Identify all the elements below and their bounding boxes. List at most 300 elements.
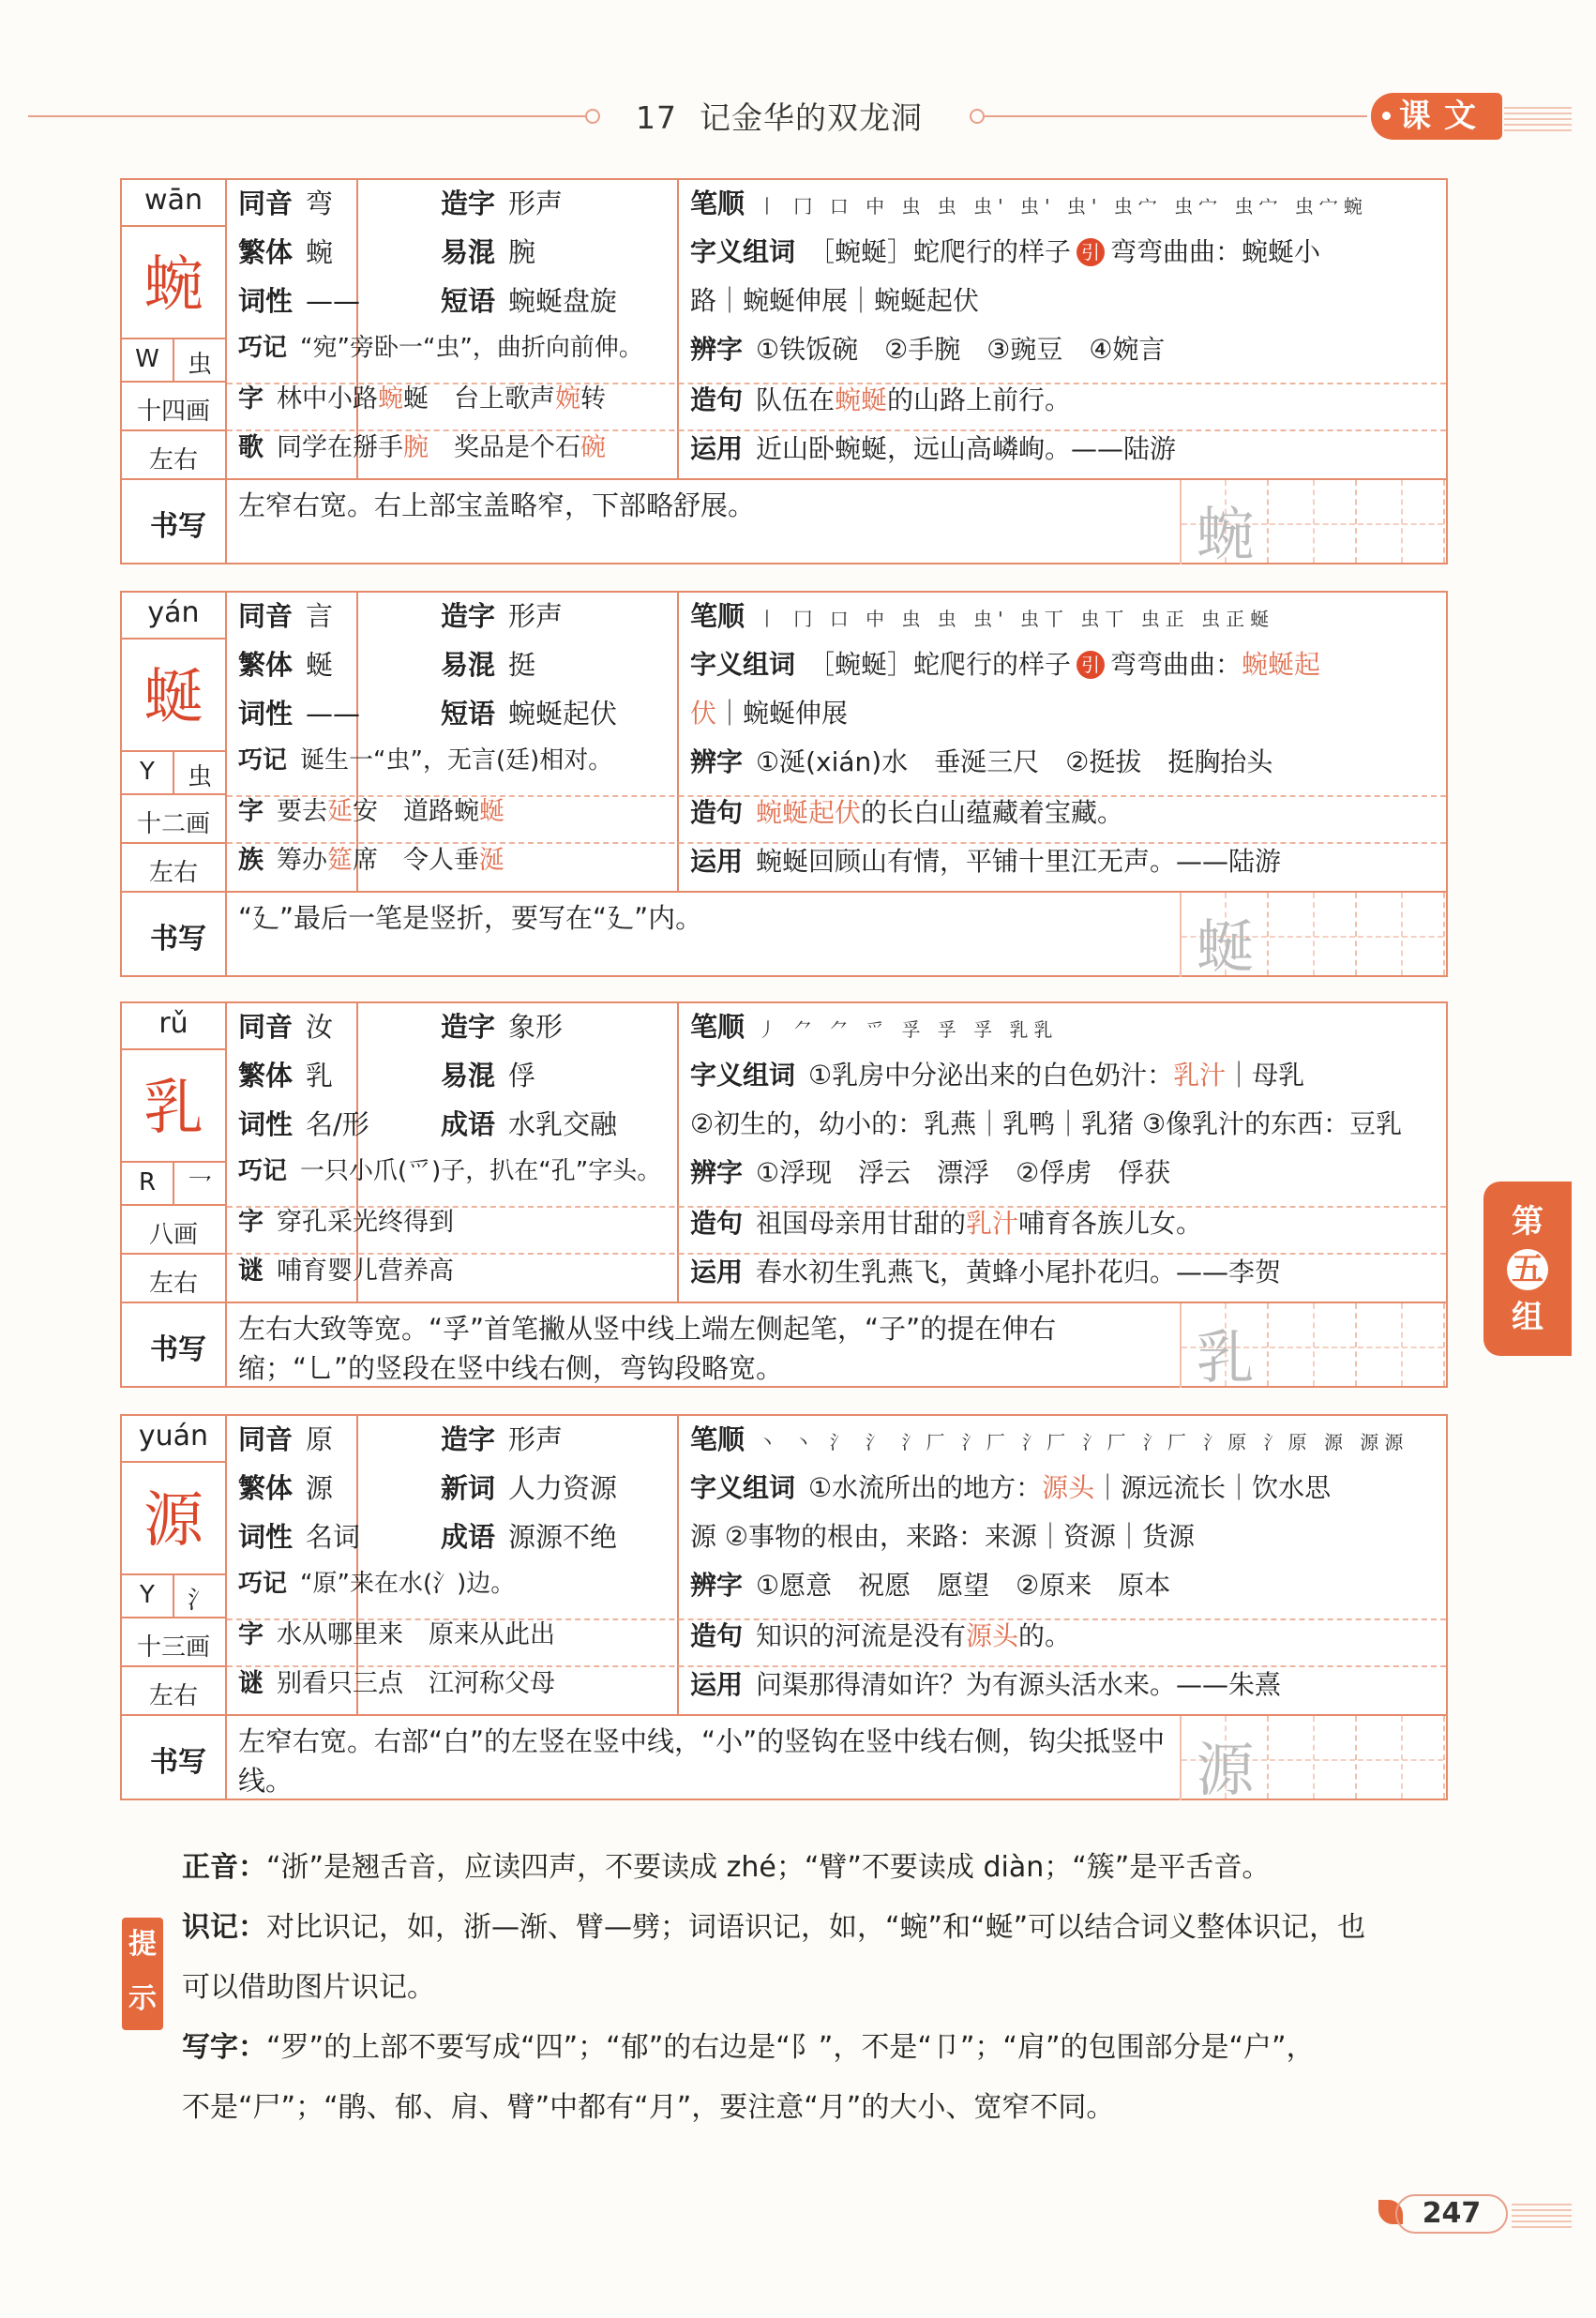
tip-writing-cont: 不是“尸”；“鹃、郁、肩、臂”中都有“月”，要注意“月”的大小、宽窄不同。 [182,2091,1115,2124]
structure: 左右 [148,1270,198,1298]
tongyin-cell [238,1423,333,1456]
dashed-row-2 [227,1253,1446,1255]
row-line-radical [122,381,225,383]
rhyme-1-hl: 蜿 [378,384,403,414]
phrase-value: 蜿蜒盘旋 [508,285,618,317]
zuci-line-1 [690,236,1320,268]
rhyme-1-hl2: 蜒 [479,797,504,826]
label-cixing: 词性 [238,1521,294,1553]
zuci-2-hl: 蜿蜒起 [1242,649,1321,680]
stroke-order: 丨 冂 口 中 虫 虫 虫' 虫丅 虫丅 虫正 虫正 [758,608,1251,630]
cixing-cell [238,1108,369,1141]
stroke-order-final: 乳 [1033,1018,1059,1041]
zaoju-a: 知识的河流是没有 [756,1620,967,1651]
quote-icon: 引 [1077,651,1105,679]
rhyme-2-hl2: 涎 [479,846,504,875]
col-divider-1 [225,593,227,977]
char-entry-2 [120,591,1448,981]
zuci-line-2 [690,1521,1195,1553]
row-line-pinyin [122,1461,225,1463]
bianzi-cell [690,1157,1170,1189]
unit-tab-number: 五 [1507,1249,1548,1290]
zaoju-hl: 乳汁 [966,1208,1019,1239]
label-zaoju: 造句 [690,797,744,828]
row-line-strokes [122,842,225,844]
structure: 左右 [148,1682,198,1710]
tips-badge-char-1: 提 [128,1928,157,1961]
unit-tab-top: 第 [1512,1203,1543,1241]
rhyme-1d: 转 [580,384,606,414]
tip-label-writing: 写字： [182,2031,266,2064]
yunyong-value: 近山卧蜿蜒，远山高嶙峋。——陆游 [756,433,1177,464]
zuci-line-1 [690,649,1320,681]
char-entry-4 [120,1414,1448,1804]
label-bianzi: 辨字 [690,334,744,365]
col-divider-3 [677,180,679,478]
label-bishun: 笔顺 [690,188,745,219]
shuxie-text: 左右大致等宽。“孚”首笔撇从竖中线上端左侧起笔，“子”的提在伸右缩；“乚”的竖段在竖中线右侧，弯钩段略宽。 [238,1313,1057,1385]
col-divider-1 [225,1003,227,1388]
tongyin-value: 原 [306,1423,334,1455]
index-letter: R [138,1168,157,1197]
zaoju-cell [690,1208,1202,1240]
spacer [429,433,454,462]
stroke-order: 丨 冂 口 中 虫 虫 虫' 虫' 虫' 虫宀 虫宀 虫宀 虫宀 [758,195,1344,218]
radical: 氵 [187,1587,212,1615]
label-yunyong: 运用 [690,1257,744,1287]
shuxie-label: 书写 [150,1746,206,1779]
label-zuci: 字义组词 [690,1060,796,1091]
grid-guide-v [1401,480,1403,563]
phrase-value: 源源不绝 [508,1521,618,1553]
row-line-strokes [122,1665,225,1667]
unit-tab-bottom: 组 [1512,1299,1543,1336]
label-zuci: 字义组词 [690,649,796,680]
phrase-cell [441,1108,617,1141]
label-zaoju: 造句 [690,1620,744,1651]
yihun-value: 挺 [508,649,536,681]
col-divider-3 [677,1003,679,1302]
tongyin-cell [238,188,333,220]
grid-square [1270,893,1357,975]
cixing-cell [238,698,360,730]
bianzi-cell [690,334,1165,366]
col-divider-1 [225,180,227,564]
zaozi-cell [441,600,563,633]
bishun-cell [690,1423,1408,1456]
tongyin-value: 言 [306,600,334,632]
zaoju-b: 的长白山蕴藏着宝藏。 [861,797,1124,828]
label-cixing: 词性 [238,285,294,317]
yihun-value: 腕 [508,236,536,268]
rhyme-2-hl2: 碗 [580,433,606,462]
label-cixing: 词性 [238,698,294,730]
footer-hatch-decoration [1512,2200,1572,2228]
stroke-order-final: 蜒 [1250,608,1275,630]
rhyme-1a: 林中小路 [277,384,378,414]
zaoju-hl: 源头 [966,1620,1019,1651]
page-header [0,84,1596,150]
bianzi-value: ①铁饭碗 ②手腕 ③豌豆 ④婉言 [756,334,1166,365]
rhyme-1b: 蜒 [403,384,429,414]
tip-memory [182,1911,1365,1945]
label-bishun: 笔顺 [690,600,745,632]
xinci-value: 人力资源 [508,1472,618,1504]
zaozi-cell [441,1423,563,1456]
label-bishun: 笔顺 [690,1011,745,1043]
label-fanti: 繁体 [238,649,294,681]
header-dot-left [585,109,600,124]
rhyme-text-1: 水从哪里来 原来从此出 [277,1620,555,1649]
yunyong-value: 春水初生乳燕飞，黄蜂小尾扑花归。——李贺 [756,1257,1282,1287]
writing-grid [1180,1716,1446,1804]
header-rule-right [983,115,1367,117]
zuci-1: ［蜿蜒］蛇爬行的样子 [808,236,1072,267]
grid-square [1358,893,1445,975]
row-line-strokes [122,1253,225,1255]
qiaoji-value: “宛”旁卧一“虫”，曲折向前伸。 [300,334,643,362]
pinyin: yán [147,596,200,629]
label-fanti: 繁体 [238,1060,294,1091]
zuci-line2: ｜蜿蜒伸展 [716,698,849,729]
yunyong-cell [690,1257,1281,1288]
dashed-row-2 [227,842,1446,844]
zuci-1a: ①乳房中分泌出来的白色奶汁： [808,1060,1174,1091]
tongyin-cell [238,1011,333,1044]
rhyme-1c: 台上歌声 [454,384,555,414]
zaoju-b: 的山路上前行。 [887,384,1072,415]
zuci-2: 弯弯曲曲： [1110,649,1242,680]
stroke-count: 十四画 [136,398,210,426]
rhyme-2-hl: 筵 [327,846,353,875]
zuci-1b: ｜母乳 [1226,1060,1305,1091]
zuci-1a: ①水流所出的地方： [808,1472,1043,1503]
label-tongyin: 同音 [238,1423,294,1455]
label-mi: 谜 [238,1669,263,1698]
yunyong-value: 问渠那得清如许？为有源头活水来。——朱熹 [756,1669,1282,1700]
yihun-cell [441,236,535,269]
label-qiaoji: 巧记 [238,1157,288,1185]
lesson-name: 记金华的双龙洞 [700,99,923,136]
spacer [378,797,403,826]
row-line-radical [122,793,225,795]
label-zuci: 字义组词 [690,236,796,267]
cixing-value: —— [306,285,361,317]
rhyme-line-1 [238,1620,555,1650]
label-chengyu: 成语 [441,1521,496,1553]
label-zuci: 字义组词 [690,1472,796,1503]
shuxie-label: 书写 [150,510,206,543]
grid-sample-char: 源 [1196,1736,1255,1804]
label-yunyong: 运用 [690,1669,744,1700]
grid-square [1270,480,1357,563]
rhyme-line-2 [238,1669,555,1699]
zaoju-b: 的。 [1018,1620,1072,1651]
label-qiaoji: 巧记 [238,746,288,775]
rhyme-2-hl: 腕 [403,433,429,462]
label-zu: 族 [238,846,263,875]
cixing-cell [238,285,360,318]
col-divider-1 [225,1416,227,1800]
zaozi-value: 形声 [508,600,564,632]
cixing-cell [238,1521,360,1554]
grid-sample-char: 蜿 [1196,500,1255,568]
grid-square [1358,1303,1445,1386]
main-character: 源 [143,1486,203,1556]
label-zaozi: 造字 [441,600,496,632]
tip-text-writing: “罗”的上部不要写成“四”；“郁”的右边是“阝”，不是“卩”；“肩”的包围部分是“户”， [266,2031,1315,2064]
qiaoji-cell [238,334,643,363]
tongyin-value: 汝 [306,1011,334,1043]
lesson-number: 17 [636,99,677,136]
bianzi-value: ①浮现 浮云 漂浮 ②俘虏 俘获 [756,1157,1171,1188]
rhyme-1c: 道路蜿 [403,797,479,826]
bishun-cell [690,188,1368,220]
label-fanti: 繁体 [238,236,294,268]
rhyme-2c: 令人垂 [403,846,479,875]
grid-guide-v [1313,893,1315,975]
zaoju-cell [690,384,1071,416]
label-zaozi: 造字 [441,188,496,219]
fanti-value: 蜿 [306,236,334,268]
fanti-value: 乳 [306,1060,334,1091]
stroke-count: 十二画 [136,810,210,838]
fanti-value: 源 [306,1472,334,1504]
zuci-line2: 路｜蜿蜒伸展｜蜿蜒起伏 [690,285,980,316]
qiaoji-value: 一只小爪(爫)子，扒在“孔”字头。 [300,1157,662,1185]
zaozi-cell [441,1011,563,1044]
stroke-order-final: 源 [1384,1431,1409,1453]
phrase-cell [441,285,617,318]
writing-grid [1180,893,1446,981]
cixing-value: 名/形 [306,1108,369,1140]
zaoju-cell [690,797,1123,829]
cixing-value: —— [306,698,361,730]
radical: 虫 [187,351,212,379]
label-yunyong: 运用 [690,433,744,464]
label-chengyu: 成语 [441,1108,496,1140]
pinyin: rǔ [158,1007,188,1040]
yunyong-cell [690,846,1281,878]
lesson-title [636,94,923,138]
zuci-line-1 [690,1060,1304,1091]
fanti-cell [238,236,333,269]
label-zi: 字 [238,1620,263,1649]
rhyme-line-2 [238,433,606,463]
radical: 虫 [187,763,212,791]
shuxie-text: 左窄右宽。右部“白”的左竖在竖中线，“小”的竖钩在竖中线右侧，钩尖抵竖中线。 [238,1725,1166,1798]
grid-guide-v [1313,1716,1315,1799]
dashed-row-2 [227,429,1446,431]
qiaoji-cell [238,746,612,775]
rhyme-text-1: 穿孔采光终得到 [277,1208,454,1237]
main-character: 蜒 [143,663,203,732]
stroke-count: 八画 [148,1221,198,1249]
qiaoji-value: “原”来在水(氵)边。 [300,1570,516,1598]
bianzi-value: ①涎(xián)水 垂涎三尺 ②挺拔 挺胸抬头 [756,746,1273,777]
phrase-value: 蜿蜒起伏 [508,698,618,730]
grid-guide-v [1313,1303,1315,1386]
index-letter: Y [140,758,155,786]
fanti-cell [238,1472,333,1505]
zuci-line-2 [690,1108,1402,1140]
yihun-value: 俘 [508,1060,536,1091]
label-zi: 字 [238,797,263,826]
grid-square [1270,1303,1357,1386]
bianzi-cell [690,1570,1170,1602]
zuci-line2-hl: 伏 [690,698,717,729]
grid-sample-char: 蜒 [1196,912,1255,981]
rhyme-2a: 同学在掰手 [277,433,403,462]
grid-guide-v [1401,893,1403,975]
phrase-value: 水乳交融 [508,1108,618,1140]
char-entry-3 [120,1001,1448,1392]
main-character: 蜿 [143,250,203,320]
qiaoji-cell [238,1570,515,1599]
cixing-value: 名词 [306,1521,361,1553]
stroke-order: 丿 ⺈ ⺈ 爫 孚 孚 孚 乳 [758,1018,1034,1041]
structure: 左右 [148,446,198,474]
col-divider-3 [677,593,679,891]
row-line-radical [122,1204,225,1206]
row-line-strokes [122,429,225,431]
label-tongyin: 同音 [238,1011,294,1043]
quote-icon: 引 [1077,238,1105,266]
bianzi-cell [690,746,1272,778]
zaoju-b: 哺育各族儿女。 [1018,1208,1203,1239]
label-yihun: 易混 [441,236,496,268]
rhyme-1-hl2: 婉 [555,384,580,414]
tips-badge-char-2: 示 [128,1982,157,2015]
label-tongyin: 同音 [238,600,294,632]
phrase-cell [441,1521,617,1554]
rhyme-2b: 席 [353,846,378,875]
rhyme-line-1 [238,384,606,414]
char-entry-1 [120,178,1448,568]
rhyme-1b: 安 [353,797,378,826]
pinyin: wān [144,184,203,217]
label-mi: 谜 [238,1257,263,1286]
zuci-line-2 [690,285,979,317]
label-zaoju: 造句 [690,384,744,415]
fanti-cell [238,649,333,682]
label-bianzi: 辨字 [690,1570,744,1601]
zaoju-cell [690,1620,1071,1652]
index-letter: Y [140,1581,155,1609]
row-line-pinyin [122,1048,225,1050]
label-bianzi: 辨字 [690,746,744,777]
fanti-cell [238,1060,333,1092]
zuci-1b: ｜源远流长｜饮水思 [1094,1472,1332,1503]
yihun-cell [441,649,535,682]
yunyong-cell [690,433,1176,465]
dashed-row-2 [227,1665,1446,1667]
header-rule-left [28,115,591,117]
label-fanti: 繁体 [238,1472,294,1504]
grid-square [1358,1716,1445,1799]
tip-text-memory: 对比识记，如，浙—渐、臂—劈；词语识记，如，“蜿”和“蜒”可以结合词义整体识记，也 [266,1911,1366,1944]
label-zi: 字 [238,1208,263,1237]
rhyme-line-1 [238,1208,454,1238]
spacer [429,384,454,414]
tip-label-pronunciation: 正音： [182,1851,266,1884]
row-line-pinyin [122,225,225,227]
yunyong-value: 蜿蜒回顾山有情，平铺十里江无声。——陆游 [756,846,1282,877]
zuci-1: ［蜿蜒］蛇爬行的样子 [808,649,1072,680]
label-bianzi: 辨字 [690,1157,744,1188]
rhyme-line-2 [238,846,504,876]
label-zaoju: 造句 [690,1208,744,1239]
xinci-cell [441,1472,617,1505]
grid-guide-v [1401,1303,1403,1386]
label-zi: 字 [238,384,263,414]
tip-writing [182,2031,1315,2065]
shuxie-text: 左窄右宽。右上部宝盖略窄，下部略舒展。 [238,489,756,521]
label-zaozi: 造字 [441,1423,496,1455]
shuxie-text: “廴”最后一笔是竖折，要写在“廴”内。 [238,902,703,934]
grid-sample-char: 乳 [1196,1323,1255,1392]
tips-badge [122,1918,163,2030]
tip-memory-cont: 可以借助图片识记。 [182,1971,435,2004]
label-yihun: 易混 [441,649,496,681]
zuci-1-hl: 源头 [1042,1472,1095,1503]
zuci-line2: 源 ②事物的根由，来路：来源｜资源｜货源 [690,1521,1196,1552]
rhyme-1a: 要去 [277,797,327,826]
grid-square [1270,1716,1357,1799]
index-letter: W [135,345,159,373]
qiaoji-cell [238,1157,661,1186]
grid-guide-v [1401,1716,1403,1799]
structure: 左右 [148,859,198,887]
tongyin-value: 弯 [306,188,334,219]
writing-grid [1180,480,1446,568]
unit-side-tab [1483,1182,1572,1356]
bianzi-value: ①愿意 祝愿 愿望 ②原来 原本 [756,1570,1171,1601]
yunyong-cell [690,1669,1281,1701]
label-ge: 歌 [238,433,263,462]
label-duanyu: 短语 [441,285,496,317]
yihun-cell [441,1060,535,1092]
bishun-cell [690,1011,1059,1044]
pinyin: yuán [138,1420,209,1453]
label-cixing: 词性 [238,1108,294,1140]
label-bishun: 笔顺 [690,1423,745,1455]
zuci-2: 弯弯曲曲：蜿蜒小 [1110,236,1321,267]
label-yunyong: 运用 [690,846,744,877]
stroke-order-final: 蜿 [1343,195,1368,218]
bishun-cell [690,600,1274,633]
zaoju-hl: 蜿蜒 [835,384,888,415]
shuxie-label: 书写 [150,1333,206,1366]
header-hatch-decoration [1504,103,1572,131]
phrase-cell [441,698,617,730]
radical: 乛 [187,1174,212,1202]
zaozi-value: 形声 [508,1423,564,1455]
tip-text-pronunciation: “浙”是翘舌音，应读四声，不要读成 zhé；“臂”不要读成 diàn；“簇”是平舌音。 [266,1851,1271,1884]
writing-grid [1180,1303,1446,1392]
label-xinci: 新词 [441,1472,496,1504]
label-duanyu: 短语 [441,698,496,730]
stroke-order: 丶 丶 氵 氵 氵厂 氵厂 氵厂 氵厂 氵厂 氵原 氵原 源 源 [758,1431,1385,1453]
spacer [378,846,403,875]
qiaoji-value: 诞生一“虫”，无言(廷)相对。 [300,746,613,775]
zuci-line-1 [690,1472,1331,1504]
tip-label-memory: 识记： [182,1911,266,1944]
zaoju-a: 祖国母亲用甘甜的 [756,1208,967,1239]
zaozi-cell [441,188,563,220]
shuxie-label: 书写 [150,923,206,956]
grid-square [1358,480,1445,563]
